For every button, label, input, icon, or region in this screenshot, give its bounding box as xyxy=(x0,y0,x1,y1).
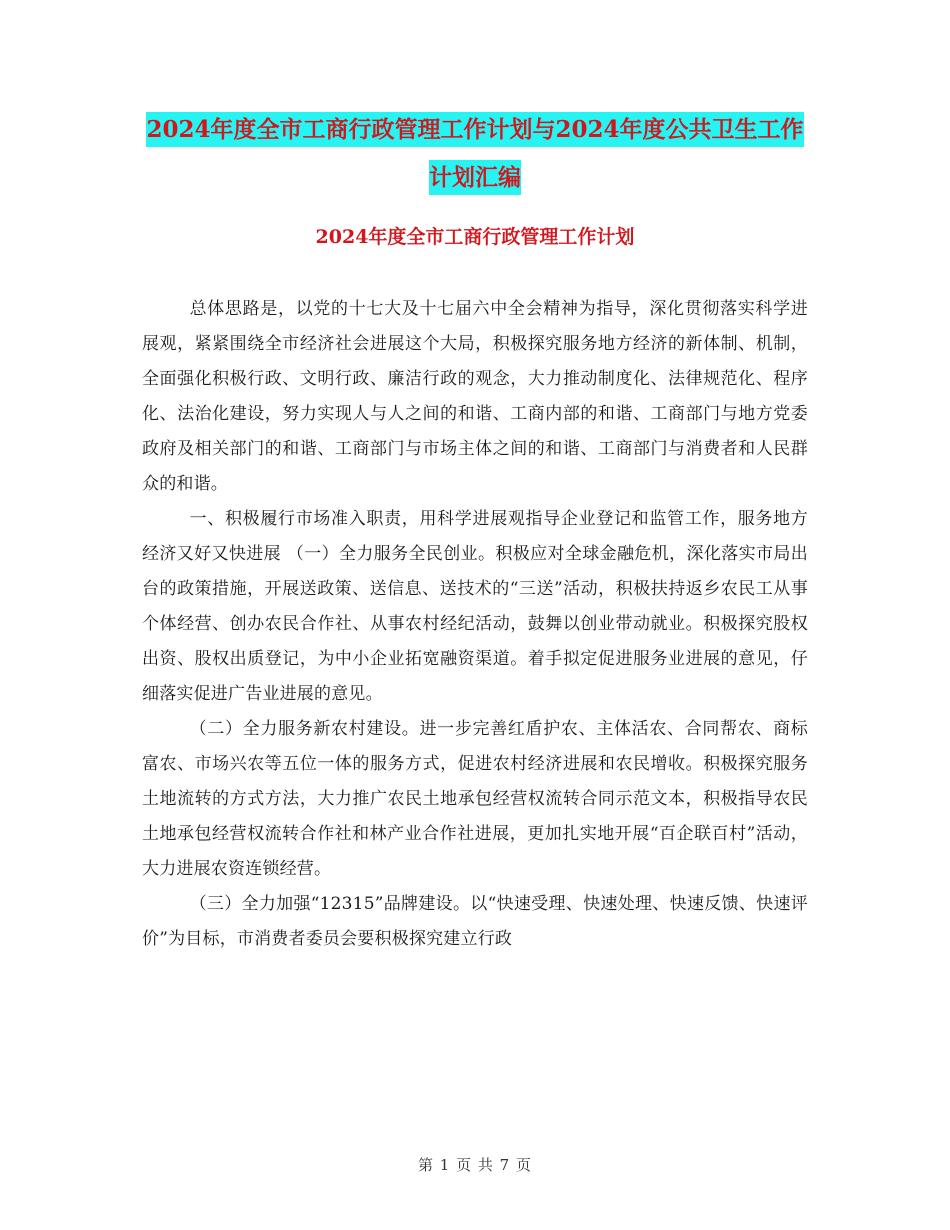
document-title xyxy=(140,106,810,202)
document-title-text: 2024年度全市工商行政管理工作计划与2024年度公共卫生工作计划汇编 xyxy=(146,112,803,195)
paragraph: 总体思路是，以党的十七大及十七届六中全会精神为指导，深化贯彻落实科学进展观，紧紧围绕全市经济社会进展这个大局，积极探究服务地方经济的新体制、机制，全面强化积极行政、文明行政、廉洁行政的观念，大力推动制度化、法律规范化、程序化、法治化建设，努力实现人与人之间的和谐、工商内部的和谐、工商部门与地方党委政府及相关部门的和谐、工商部门与市场主体之间的和谐、工商部门与消费者和人民群众的和谐。 xyxy=(142,299,808,494)
paragraph: （二）全力服务新农村建设。进一步完善红盾护农、主体活农、合同帮农、商标富农、市场兴农等五位一体的服务方式，促进农村经济进展和农民增收。积极探究服务土地流转的方式方法，大力推广农民土地承包经营权流转合同示范文本，积极指导农民土地承包经营权流转合作社和林产业合作社进展，更加扎实地开展“百企联百村”活动，大力进展农资连锁经营。 xyxy=(142,719,808,879)
paragraph: 一、积极履行市场准入职责，用科学进展观指导企业登记和监管工作，服务地方经济又好又快进展 （一）全力服务全民创业。积极应对全球金融危机，深化落实市局出台的政策措施，开展送政策、送信息、送技术的“三送”活动，积极扶持返乡农民工从事个体经营、创办农民合作社、从事农村经纪活动，鼓舞以创业带动就业。积极探究股权出资、股权出质登记，为中小企业拓宽融资渠道。着手拟定促进服务业进展的意见，仔细落实促进广告业进展的意见。 xyxy=(142,509,808,704)
section-title: 2024年度全市工商行政管理工作计划 xyxy=(315,226,635,248)
document-body xyxy=(142,292,808,957)
page-number: 第 1 页 共 7 页 xyxy=(418,1156,532,1174)
paragraph: （三）全力加强“12315”品牌建设。以“快速受理、快速处理、快速反馈、快速评价”为目标，市消费者委员会要积极探究建立行政 xyxy=(142,894,808,949)
